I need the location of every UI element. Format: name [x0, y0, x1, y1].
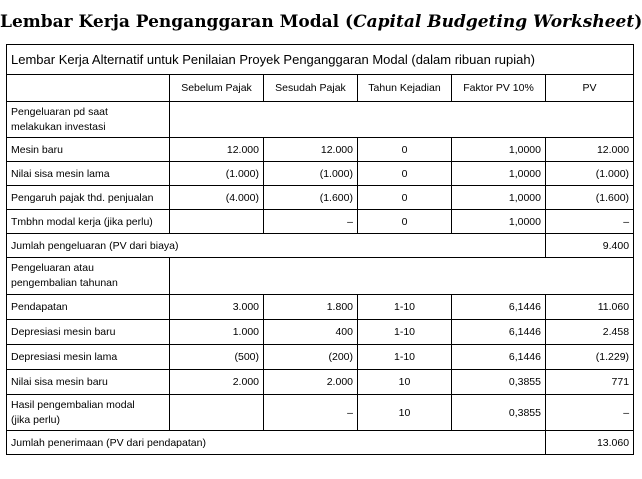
- header-pv: PV: [546, 75, 634, 102]
- row-label: Pendapatan: [7, 295, 170, 320]
- cell-pv: (1.229): [546, 345, 634, 370]
- cell-before-tax: [170, 210, 264, 234]
- column-header-row: [7, 75, 634, 102]
- table-row: [7, 395, 634, 431]
- cell-pv: 771: [546, 370, 634, 395]
- cell-pv: –: [546, 395, 634, 431]
- cell-year: 1-10: [358, 295, 452, 320]
- cell-before-tax: 2.000: [170, 370, 264, 395]
- table-row: [7, 370, 634, 395]
- cell-before-tax: 1.000: [170, 320, 264, 345]
- header-pv-factor: Faktor PV 10%: [452, 75, 546, 102]
- cell-before-tax: (4.000): [170, 186, 264, 210]
- total-label: Jumlah pengeluaran (PV dari biaya): [7, 234, 546, 258]
- section-blank: [170, 258, 634, 295]
- cell-pv-factor: 6,1446: [452, 320, 546, 345]
- row-label: Depresiasi mesin baru: [7, 320, 170, 345]
- row-label: Pengaruh pajak thd. penjualan: [7, 186, 170, 210]
- cell-year: 1-10: [358, 320, 452, 345]
- cell-year: 10: [358, 370, 452, 395]
- section-header-row: [7, 102, 634, 138]
- cell-pv-factor: 1,0000: [452, 186, 546, 210]
- cell-pv-factor: 6,1446: [452, 345, 546, 370]
- table-row: [7, 320, 634, 345]
- cell-after-tax: (1.600): [264, 186, 358, 210]
- row-label: Mesin baru: [7, 138, 170, 162]
- subtitle-row: [7, 45, 634, 75]
- cell-after-tax: 400: [264, 320, 358, 345]
- row-label: Hasil pengembalian modal (jika perlu): [7, 395, 170, 431]
- table-row: [7, 345, 634, 370]
- cell-before-tax: 3.000: [170, 295, 264, 320]
- cell-pv-factor: 0,3855: [452, 370, 546, 395]
- cell-pv: (1.000): [546, 162, 634, 186]
- cell-after-tax: 1.800: [264, 295, 358, 320]
- cell-after-tax: –: [264, 395, 358, 431]
- cell-pv-factor: 6,1446: [452, 295, 546, 320]
- cell-pv: –: [546, 210, 634, 234]
- cell-year: 0: [358, 162, 452, 186]
- table-row: [7, 138, 634, 162]
- cell-after-tax: 12.000: [264, 138, 358, 162]
- cell-before-tax: (1.000): [170, 162, 264, 186]
- section-blank: [170, 102, 634, 138]
- cell-year: 0: [358, 210, 452, 234]
- total-value: 13.060: [546, 431, 634, 455]
- table-row: [7, 186, 634, 210]
- table-row: [7, 162, 634, 186]
- cell-year: 0: [358, 138, 452, 162]
- header-before-tax: Sebelum Pajak: [170, 75, 264, 102]
- cell-pv-factor: 1,0000: [452, 162, 546, 186]
- section-label: Pengeluaran atau pengembalian tahunan: [7, 258, 170, 295]
- header-year: Tahun Kejadian: [358, 75, 452, 102]
- cell-year: 10: [358, 395, 452, 431]
- cell-year: 0: [358, 186, 452, 210]
- cell-after-tax: (1.000): [264, 162, 358, 186]
- cell-pv-factor: 1,0000: [452, 210, 546, 234]
- cell-after-tax: (200): [264, 345, 358, 370]
- table-subtitle: Lembar Kerja Alternatif untuk Penilaian Proyek Penganggaran Modal (dalam ribuan rupiah): [7, 45, 634, 75]
- page-title: Lembar Kerja Penganggaran Modal (Capital Budgeting Worksheet): [0, 12, 642, 32]
- total-value: 9.400: [546, 234, 634, 258]
- cell-before-tax: 12.000: [170, 138, 264, 162]
- cell-pv: 12.000: [546, 138, 634, 162]
- capital-budgeting-table: [6, 44, 634, 455]
- cell-pv: (1.600): [546, 186, 634, 210]
- header-blank: [7, 75, 170, 102]
- cell-before-tax: (500): [170, 345, 264, 370]
- row-label: Nilai sisa mesin lama: [7, 162, 170, 186]
- cell-after-tax: –: [264, 210, 358, 234]
- header-after-tax: Sesudah Pajak: [264, 75, 358, 102]
- row-label: Nilai sisa mesin baru: [7, 370, 170, 395]
- cell-after-tax: 2.000: [264, 370, 358, 395]
- row-label: Tmbhn modal kerja (jika perlu): [7, 210, 170, 234]
- total-row: [7, 431, 634, 455]
- cell-year: 1-10: [358, 345, 452, 370]
- section-label: Pengeluaran pd saat melakukan investasi: [7, 102, 170, 138]
- cell-before-tax: [170, 395, 264, 431]
- total-row: [7, 234, 634, 258]
- cell-pv-factor: 0,3855: [452, 395, 546, 431]
- total-label: Jumlah penerimaan (PV dari pendapatan): [7, 431, 546, 455]
- section-header-row: [7, 258, 634, 295]
- table-row: [7, 295, 634, 320]
- row-label: Depresiasi mesin lama: [7, 345, 170, 370]
- table-row: [7, 210, 634, 234]
- cell-pv-factor: 1,0000: [452, 138, 546, 162]
- cell-pv: 11.060: [546, 295, 634, 320]
- cell-pv: 2.458: [546, 320, 634, 345]
